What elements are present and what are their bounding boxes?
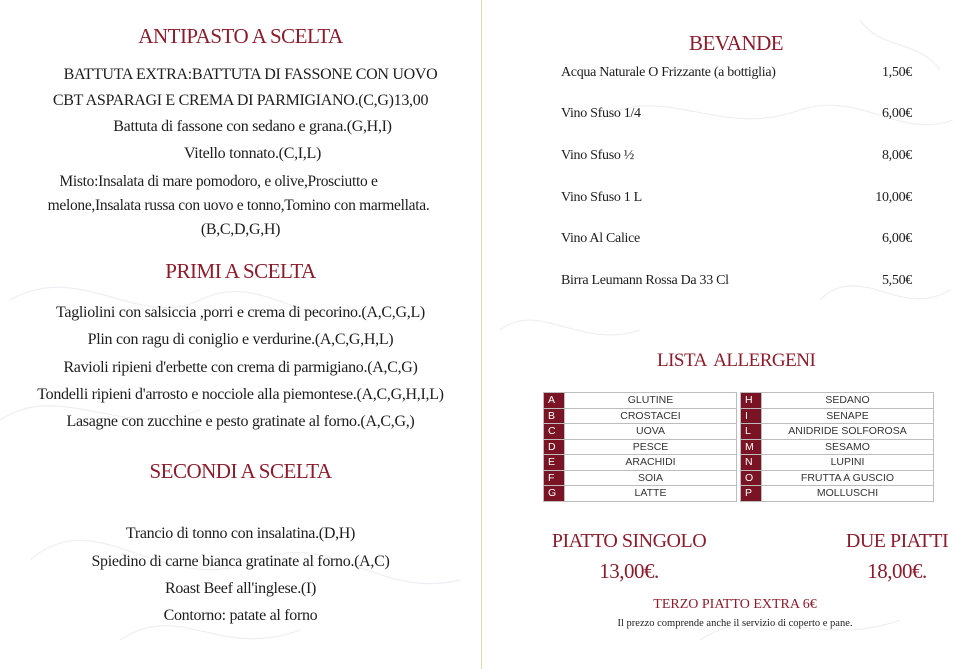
allergen-name: SENAPE [762, 408, 934, 424]
allergen-table-right [740, 392, 934, 502]
drink-item [561, 273, 912, 291]
allergen-row [741, 486, 934, 502]
secondi-line: Roast Beef all'inglese.(I) [164, 580, 317, 597]
allergen-row [741, 470, 934, 486]
drink-price: 8,00€ [881, 148, 912, 163]
allergen-name: CROSTACEI [565, 408, 737, 424]
allergen-code: N [741, 455, 762, 471]
allergen-code: F [544, 470, 565, 486]
antipasti-line: BATTUTA EXTRA:BATTUTA DI FASSONE CON UOVO [63, 66, 438, 83]
allergen-name: ANIDRIDE SOLFOROSA [762, 424, 934, 440]
price-double-block [838, 530, 953, 584]
drink-name: Vino Sfuso 1 L [561, 190, 642, 205]
primi-line: Tondelli ripieni d'arrosto e nocciole alla piemontese.(A,C,G,H,I,L) [37, 386, 444, 403]
drink-price: 5,50€ [881, 273, 912, 288]
allergen-row [741, 393, 934, 409]
drink-item [561, 148, 912, 166]
antipasti-line: melone,Insalata russa con uovo e tonno,Tomino con marmellata. [47, 197, 430, 214]
allergen-row [544, 408, 737, 424]
allergen-code: L [741, 424, 762, 440]
allergen-code: E [544, 455, 565, 471]
allergen-name: SESAMO [762, 439, 934, 455]
antipasti-line: Vitello tonnato.(C,I,L) [184, 145, 321, 162]
allergen-code: H [741, 393, 762, 409]
antipasti-line: Misto:Insalata di mare pomodoro, e olive,Prosciutto e [59, 173, 378, 190]
primi-line: Lasagne con zucchine e pesto gratinate al forno.(A,C,G,) [66, 413, 415, 430]
allergen-code: O [741, 470, 762, 486]
antipasti-line: Battuta di fassone con sedano e grana.(G,H,I) [113, 118, 392, 135]
allergen-code: I [741, 408, 762, 424]
allergen-name: LUPINI [762, 455, 934, 471]
allergen-row [741, 455, 934, 471]
allergen-row [544, 393, 737, 409]
allergen-table-left [543, 392, 737, 502]
primi-line: Plin con ragu di coniglio e verdurine.(A,C,G,H,L) [87, 331, 394, 348]
drink-item [561, 190, 912, 208]
drink-item [561, 106, 912, 124]
drink-price: 10,00€ [875, 190, 912, 205]
allergen-name: FRUTTA A GUSCIO [762, 470, 934, 486]
drink-price: 6,00€ [881, 231, 912, 246]
primi-line: Tagliolini con salsiccia ,porri e crema di pecorino.(A,C,G,L) [56, 304, 425, 321]
allergen-code: B [544, 408, 565, 424]
allergen-code: M [741, 439, 762, 455]
price-single-value: 13,00€. [599, 559, 659, 583]
price-double-value: 18,00€. [867, 559, 927, 583]
allergen-name: GLUTINE [565, 393, 737, 409]
drink-item [561, 65, 912, 83]
allergen-row [741, 424, 934, 440]
allergen-code: G [544, 486, 565, 502]
price-double-label: DUE PIATTI [845, 530, 949, 552]
allergen-row [544, 486, 737, 502]
page-fold-divider [481, 0, 482, 669]
allergen-row [544, 455, 737, 471]
allergen-code: P [741, 486, 762, 502]
allergen-name: SEDANO [762, 393, 934, 409]
secondi-line: Contorno: patate al forno [163, 607, 318, 624]
allergen-row [544, 424, 737, 440]
secondi-line: Trancio di tonno con insalatina.(D,H) [125, 525, 356, 542]
allergen-code: C [544, 424, 565, 440]
allergen-row [741, 408, 934, 424]
secondi-line: Spiedino di carne bianca gratinate al forno.(A,C) [91, 553, 390, 570]
allergeni-title: LISTA ALLERGENI [657, 350, 816, 371]
bevande-title: BEVANDE [689, 31, 784, 55]
drink-name: Vino Al Calice [561, 231, 640, 246]
primi-title: PRIMI A SCELTA [165, 259, 316, 283]
drink-name: Birra Leumann Rossa Da 33 Cl [561, 273, 729, 288]
allergen-row [741, 439, 934, 455]
price-note: Il prezzo comprende anche il servizio di coperto e pane. [617, 618, 853, 629]
allergen-name: ARACHIDI [565, 455, 737, 471]
primi-line: Ravioli ripieni d'erbette con crema di parmigiano.(A,C,G) [63, 359, 418, 376]
price-single-label: PIATTO SINGOLO [551, 530, 707, 552]
allergen-name: PESCE [565, 439, 737, 455]
drink-name: Acqua Naturale O Frizzante (a bottiglia) [561, 65, 776, 80]
allergen-name: MOLLUSCHI [762, 486, 934, 502]
allergen-code: D [544, 439, 565, 455]
allergen-code: A [544, 393, 565, 409]
allergen-name: SOIA [565, 470, 737, 486]
third-dish-extra: TERZO PIATTO EXTRA 6€ [653, 597, 817, 612]
drink-price: 6,00€ [881, 106, 912, 121]
drink-item [561, 231, 912, 249]
drink-name: Vino Sfuso ½ [561, 148, 634, 163]
drink-price: 1,50€ [881, 65, 912, 80]
antipasti-line: CBT ASPARAGI E CREMA DI PARMIGIANO.(C,G)13,00 [52, 92, 429, 109]
drink-name: Vino Sfuso 1/4 [561, 106, 641, 121]
allergen-row [544, 439, 737, 455]
allergen-name: UOVA [565, 424, 737, 440]
secondi-title: SECONDI A SCELTA [149, 459, 332, 483]
antipasti-line: (B,C,D,G,H) [200, 221, 281, 238]
allergen-name: LATTE [565, 486, 737, 502]
antipasti-title: ANTIPASTO A SCELTA [138, 24, 343, 48]
allergen-row [544, 470, 737, 486]
price-single-block [544, 530, 714, 584]
